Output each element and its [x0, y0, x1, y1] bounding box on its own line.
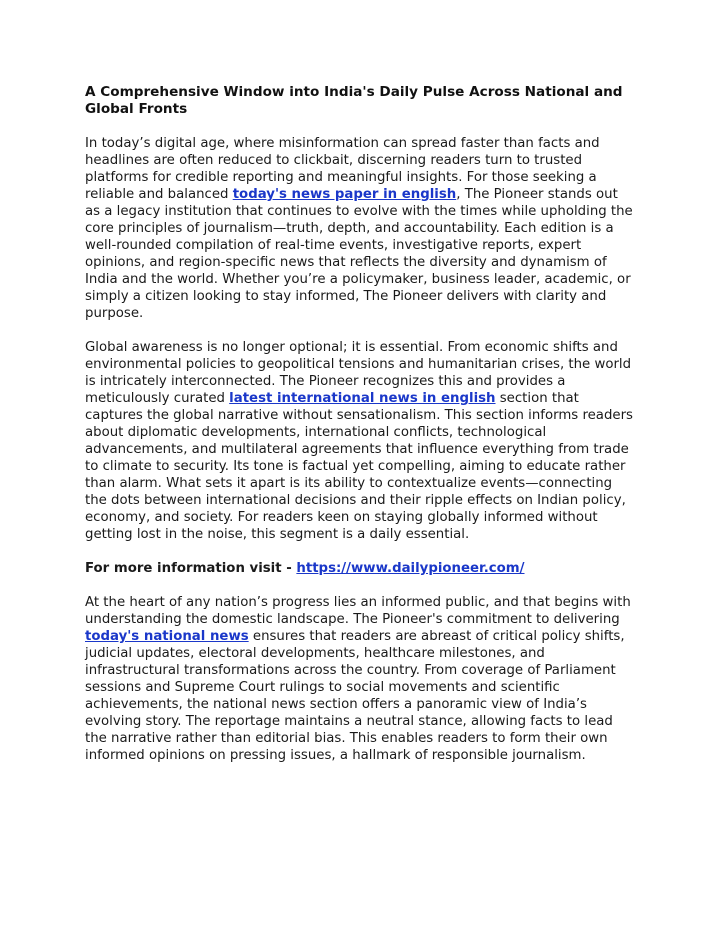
paragraph-intro	[85, 135, 637, 322]
link-dailypioneer[interactable]: https://www.dailypioneer.com/	[296, 561, 525, 576]
link-national-news[interactable]: today's national news	[85, 629, 249, 644]
page-title: A Comprehensive Window into India's Daily Pulse Across National and Global Fronts	[85, 84, 623, 117]
paragraph-text: At the heart of any nation’s progress lies an informed public, and that begins with understanding the domestic landscape. The Pioneer's commitment to delivering	[85, 595, 631, 627]
paragraph-text: In today’s digital age, where misinformation can spread faster than facts and headlines are often reduced to clickbait, discerning readers turn to trusted platforms for credible reporting and meaningful insights. For those seeking a reliable and balanced	[85, 136, 600, 202]
paragraph-international	[85, 339, 637, 543]
link-international-news[interactable]: latest international news in english	[229, 391, 496, 406]
document-body	[85, 84, 637, 781]
paragraph-text: , The Pioneer stands out as a legacy institution that continues to evolve with the times while upholding the core principles of journalism—truth, depth, and accountability. Each edition is a well-rounded compilation of real-time events, investigative reports, expert opinions, and region-specific news that reflects the diversity and dynamism of India and the world. Whether you’re a policymaker, business leader, academic, or simply a citizen looking to stay informed, The Pioneer delivers with clarity and purpose.	[85, 187, 633, 321]
link-todays-news-paper[interactable]: today's news paper in english	[232, 187, 457, 202]
paragraph-text: ensures that readers are abreast of critical policy shifts, judicial updates, electoral developments, healthcare milestones, and infrastructural transformations across the country. From coverage of Parliament sessions and Supreme Court rulings to social movements and scientific achievements, the national news section offers a panoramic view of India’s evolving story. The reportage maintains a neutral stance, allowing facts to lead the narrative rather than editorial bias. This enables readers to form their own informed opinions on pressing issues, a hallmark of responsible journalism.	[85, 629, 625, 763]
paragraph-national	[85, 594, 637, 764]
paragraph-text: Global awareness is no longer optional; it is essential. From economic shifts and environmental policies to geopolitical tensions and humanitarian crises, the world is intricately interconnected. The Pioneer recognizes this and provides a meticulously curated	[85, 340, 632, 406]
paragraph-text: section that captures the global narrative without sensationalism. This section informs readers about diplomatic developments, international conflicts, technological advancements, and multilateral agreements that influence everything from trade to climate to security. Its tone is factual yet compelling, aiming to educate rather than alarm. What sets it apart is its ability to contextualize events—connecting the dots between international decisions and their ripple effects on Indian policy, economy, and society. For readers keen on staying globally informed without getting lost in the noise, this segment is a daily essential.	[85, 391, 633, 542]
visit-label: For more information visit -	[85, 561, 297, 576]
visit-line	[85, 560, 637, 577]
